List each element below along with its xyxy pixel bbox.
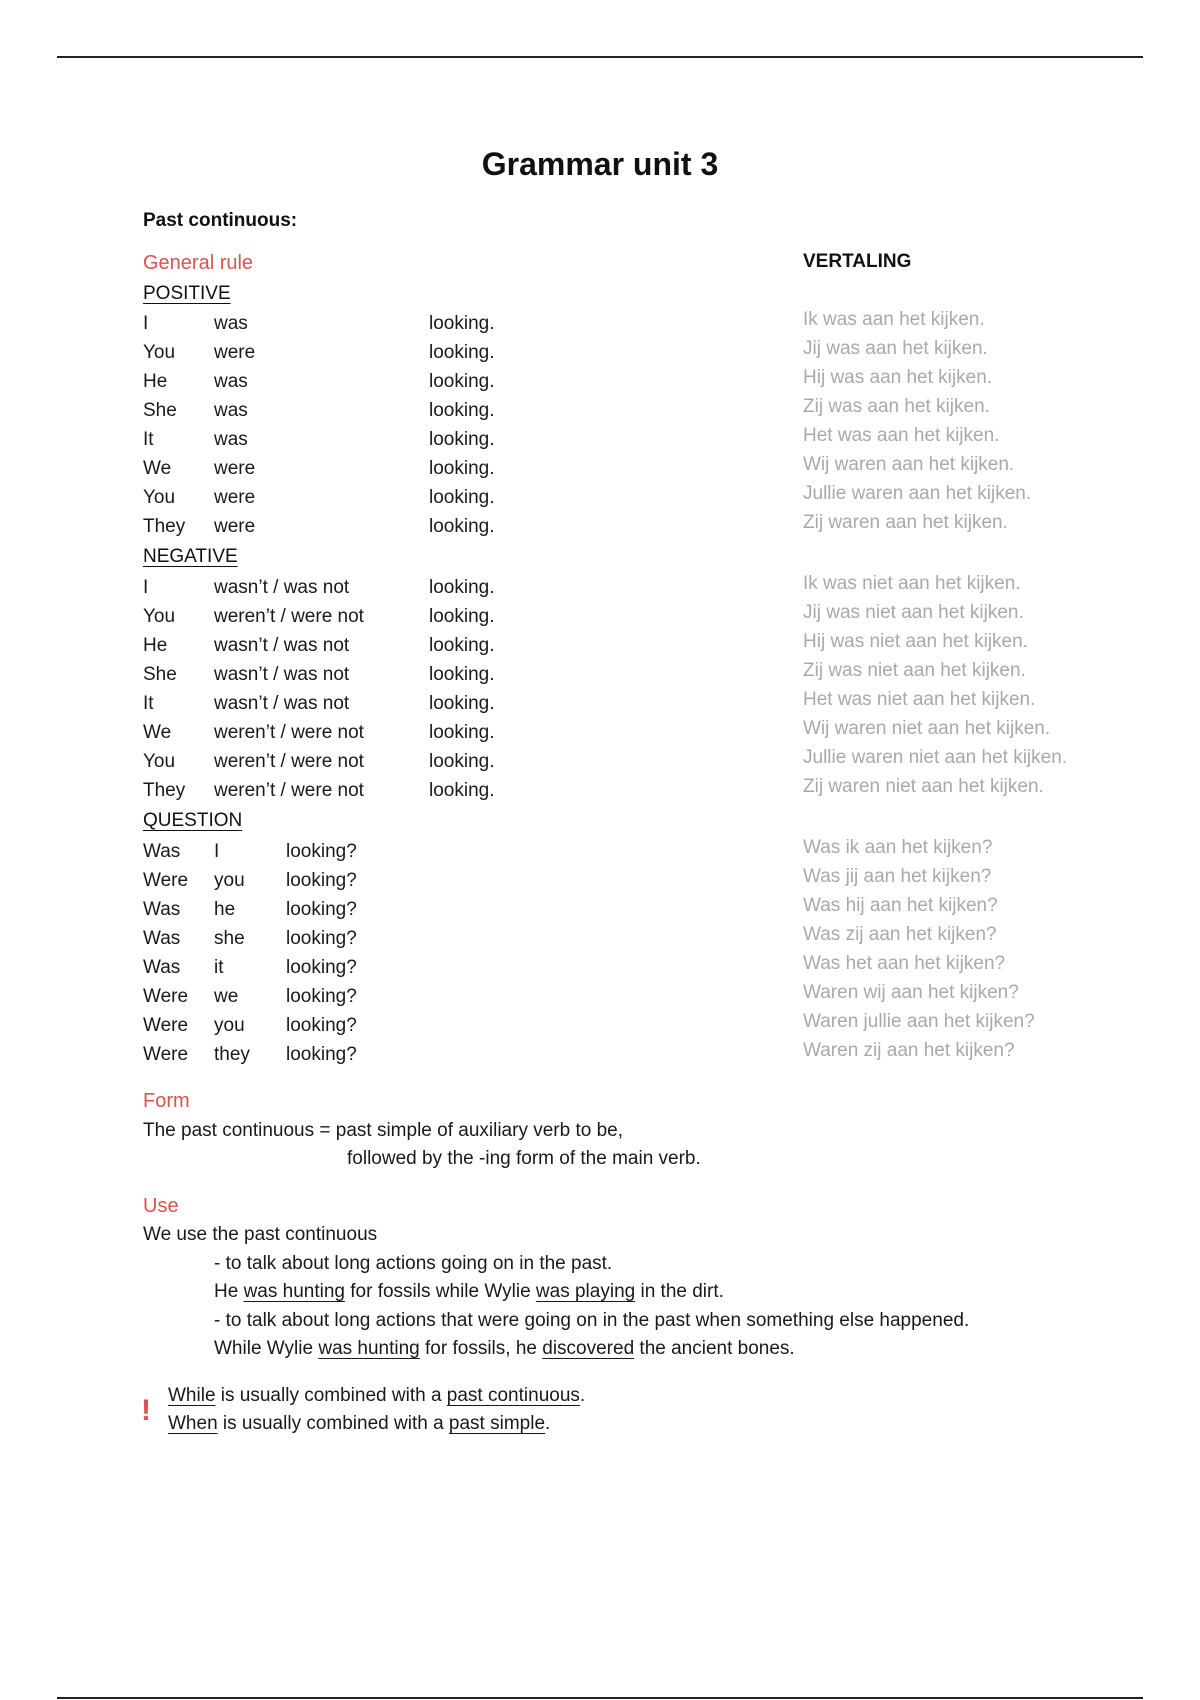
conjugation-row [143, 396, 703, 425]
example-2-text: the ancient bones. [634, 1338, 795, 1359]
pronoun-cell: You [143, 342, 176, 363]
conjugation-row [143, 776, 703, 805]
pronoun-cell: I [214, 841, 220, 862]
verb-cell: looking. [429, 371, 495, 392]
translation-row: Hij was aan het kijken. [803, 367, 993, 388]
verb-cell: looking? [286, 928, 357, 949]
conjugation-row [143, 924, 703, 953]
translation-row: Hij was niet aan het kijken. [803, 631, 1028, 652]
translation-row: Was hij aan het kijken? [803, 895, 998, 916]
pronoun-cell: We [143, 458, 172, 479]
question-label: QUESTION [143, 810, 243, 831]
conjugation-row [143, 866, 703, 895]
use-heading: Use [143, 1195, 179, 1217]
conjugation-row [143, 367, 703, 396]
conjugation-row [143, 512, 703, 541]
positive-table [143, 309, 703, 541]
verb-cell: looking. [429, 429, 495, 450]
aux-cell: was [214, 400, 248, 421]
verb-cell: looking. [429, 606, 495, 627]
pronoun-cell: you [214, 870, 245, 891]
aux-cell: weren’t / were not [214, 780, 364, 801]
conjugation-row [143, 631, 703, 660]
conjugation-row [143, 718, 703, 747]
conjugation-row [143, 1011, 703, 1040]
aux-cell: Were [143, 1015, 189, 1036]
translation-row: Was het aan het kijken? [803, 953, 1006, 974]
use-example-1 [214, 1281, 724, 1303]
verb-cell: looking. [429, 722, 495, 743]
example-1-text: for fossils while Wylie [344, 1281, 536, 1302]
aux-cell: Was [143, 841, 181, 862]
pronoun-cell: They [143, 780, 186, 801]
aux-cell: were [214, 487, 256, 508]
pronoun-cell: You [143, 751, 176, 772]
pronoun-cell: She [143, 400, 177, 421]
conjugation-row [143, 837, 703, 866]
verb-cell: looking. [429, 780, 495, 801]
verb-cell: looking. [429, 664, 495, 685]
translation-row: Waren jullie aan het kijken? [803, 1011, 1035, 1032]
note-text: . [579, 1385, 586, 1406]
pronoun-cell: I [143, 313, 149, 334]
translation-heading: VERTALING [803, 251, 912, 272]
conjugation-row [143, 747, 703, 776]
translation-row: Waren zij aan het kijken? [803, 1040, 1015, 1061]
translation-row: Jij was aan het kijken. [803, 338, 988, 359]
note-keyword-when: When [168, 1413, 218, 1434]
conjugation-row [143, 483, 703, 512]
aux-cell: wasn’t / was not [214, 664, 350, 685]
pronoun-cell: you [214, 1015, 245, 1036]
translation-row: Was zij aan het kijken? [803, 924, 997, 945]
verb-cell: looking? [286, 957, 357, 978]
conjugation-row [143, 660, 703, 689]
conjugation-row [143, 895, 703, 924]
note-line-1 [168, 1385, 585, 1407]
form-line-2: followed by the -ing form of the main verb. [347, 1148, 701, 1169]
note-line-2 [168, 1413, 550, 1435]
pronoun-cell: I [143, 577, 149, 598]
verb-cell: looking? [286, 1015, 357, 1036]
verb-cell: looking? [286, 870, 357, 891]
bottom-rule [57, 1697, 1143, 1699]
verb-cell: looking. [429, 751, 495, 772]
aux-cell: wasn’t / was not [214, 635, 350, 656]
page-title: Grammar unit 3 [481, 146, 719, 182]
verb-cell: looking. [429, 400, 495, 421]
pronoun-cell: she [214, 928, 245, 949]
example-1-text: in the dirt. [635, 1281, 724, 1302]
verb-cell: looking. [429, 487, 495, 508]
translation-row: Ik was aan het kijken. [803, 309, 985, 330]
pronoun-cell: they [214, 1044, 250, 1065]
aux-cell: were [214, 458, 256, 479]
aux-cell: Were [143, 986, 189, 1007]
general-rule-heading: General rule [143, 252, 254, 274]
use-intro: We use the past continuous [143, 1224, 378, 1245]
translation-row: Was ik aan het kijken? [803, 837, 993, 858]
use-point-1: - to talk about long actions going on in the past. [214, 1253, 613, 1274]
example-2-text: While Wylie [214, 1338, 319, 1359]
aux-cell: Was [143, 928, 181, 949]
aux-cell: Were [143, 870, 189, 891]
positive-label: POSITIVE [143, 283, 231, 304]
example-2-verb-1: was hunting [318, 1338, 420, 1359]
example-1-verb-1: was hunting [243, 1281, 345, 1302]
form-heading: Form [143, 1090, 190, 1112]
question-translations [803, 833, 1163, 1065]
conjugation-row [143, 425, 703, 454]
top-rule [57, 56, 1143, 58]
pronoun-cell: He [143, 371, 168, 392]
translation-row: Het was niet aan het kijken. [803, 689, 1036, 710]
conjugation-row [143, 309, 703, 338]
aux-cell: Was [143, 899, 181, 920]
negative-label: NEGATIVE [143, 546, 238, 567]
aux-cell: Was [143, 957, 181, 978]
pronoun-cell: They [143, 516, 186, 537]
translation-row: Zij was niet aan het kijken. [803, 660, 1026, 681]
negative-table [143, 573, 703, 805]
translation-row: Zij waren aan het kijken. [803, 512, 1008, 533]
translation-row: Waren wij aan het kijken? [803, 982, 1019, 1003]
verb-cell: looking. [429, 342, 495, 363]
verb-cell: looking. [429, 577, 495, 598]
pronoun-cell: we [214, 986, 239, 1007]
verb-cell: looking? [286, 841, 357, 862]
note-tense-past-simple: past simple [448, 1413, 546, 1434]
example-1-text: He [214, 1281, 244, 1302]
translation-row: Het was aan het kijken. [803, 425, 1000, 446]
verb-cell: looking. [429, 458, 495, 479]
aux-cell: were [214, 342, 256, 363]
example-1-verb-2: was playing [535, 1281, 636, 1302]
subtitle: Past continuous: [143, 210, 298, 231]
translation-row: Was jij aan het kijken? [803, 866, 992, 887]
example-2-text: for fossils, he [419, 1338, 543, 1359]
translation-row: Ik was niet aan het kijken. [803, 573, 1021, 594]
aux-cell: weren’t / were not [214, 751, 364, 772]
translation-row: Jij was niet aan het kijken. [803, 602, 1024, 623]
pronoun-cell: You [143, 606, 176, 627]
conjugation-row [143, 689, 703, 718]
pronoun-cell: We [143, 722, 172, 743]
conjugation-row [143, 338, 703, 367]
aux-cell: Were [143, 1044, 189, 1065]
positive-translations [803, 305, 1163, 537]
aux-cell: wasn’t / was not [214, 693, 350, 714]
use-example-2 [214, 1338, 795, 1360]
conjugation-row [143, 1040, 703, 1069]
verb-cell: looking? [286, 899, 357, 920]
pronoun-cell: He [143, 635, 168, 656]
verb-cell: looking. [429, 693, 495, 714]
verb-cell: looking. [429, 635, 495, 656]
translation-row: Wij waren niet aan het kijken. [803, 718, 1051, 739]
conjugation-row [143, 953, 703, 982]
translation-row: Zij was aan het kijken. [803, 396, 990, 417]
translation-row: Jullie waren niet aan het kijken. [803, 747, 1068, 768]
use-point-2: - to talk about long actions that were going on in the past when something else happened. [214, 1310, 970, 1331]
aux-cell: was [214, 371, 248, 392]
conjugation-row [143, 573, 703, 602]
aux-cell: weren’t / were not [214, 722, 364, 743]
aux-cell: wasn’t / was not [214, 577, 350, 598]
verb-cell: looking. [429, 516, 495, 537]
form-line-1: The past continuous = past simple of auxiliary verb to be, [143, 1120, 624, 1141]
question-table [143, 837, 703, 1069]
pronoun-cell: It [143, 693, 154, 714]
aux-cell: were [214, 516, 256, 537]
pronoun-cell: It [143, 429, 154, 450]
pronoun-cell: She [143, 664, 177, 685]
pronoun-cell: it [214, 957, 224, 978]
note-text: . [545, 1413, 551, 1434]
exclamation-icon: ! [141, 1394, 151, 1427]
verb-cell: looking? [286, 1044, 357, 1065]
example-2-verb-2: discovered [542, 1338, 635, 1359]
pronoun-cell: You [143, 487, 176, 508]
aux-cell: was [214, 313, 248, 334]
translation-row: Wij waren aan het kijken. [803, 454, 1015, 475]
negative-translations [803, 569, 1163, 801]
note-tense-past-continuous: past continuous [446, 1385, 580, 1406]
translation-row: Jullie waren aan het kijken. [803, 483, 1032, 504]
note-text: is usually combined with a [217, 1413, 449, 1434]
conjugation-row [143, 602, 703, 631]
conjugation-row [143, 982, 703, 1011]
verb-cell: looking. [429, 313, 495, 334]
pronoun-cell: he [214, 899, 236, 920]
conjugation-row [143, 454, 703, 483]
note-keyword-while: While [168, 1385, 216, 1406]
note-text: is usually combined with a [215, 1385, 447, 1406]
aux-cell: was [214, 429, 248, 450]
aux-cell: weren’t / were not [214, 606, 364, 627]
verb-cell: looking? [286, 986, 357, 1007]
translation-row: Zij waren niet aan het kijken. [803, 776, 1044, 797]
